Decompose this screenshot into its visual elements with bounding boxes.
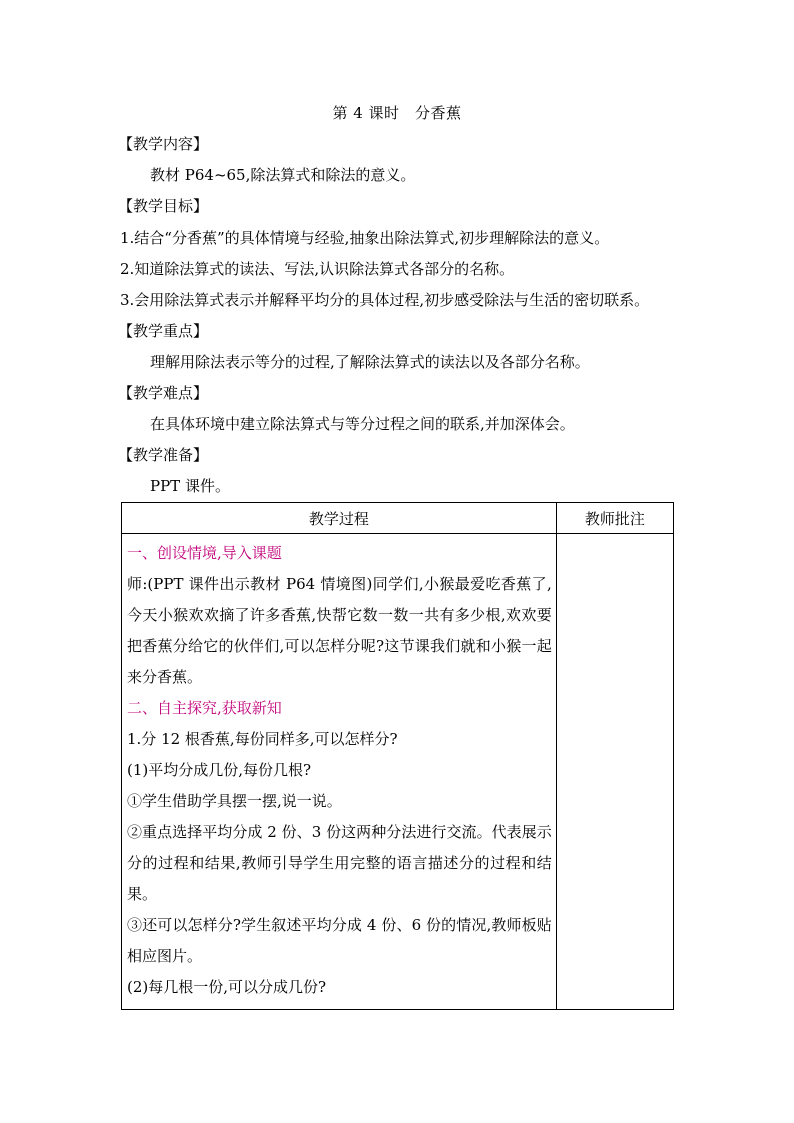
lesson-title: 第 4 课时 分香蕉 (332, 104, 462, 122)
goal-item-3: 3.会用除法算式表示并解释平均分的具体过程,初步感受除法与生活的密切联系。 (120, 291, 650, 309)
table-body-row (122, 534, 674, 1010)
prep-heading: 【教学准备】 (118, 446, 209, 464)
process-paragraph: 1.分 12 根香蕉,每份同样多,可以怎样分? (127, 730, 398, 748)
header-teacher-notes: 教师批注 (556, 503, 673, 534)
goal-item-2: 2.知道除法算式的读法、写法,认识除法算式各部分的名称。 (120, 260, 515, 278)
process-paragraph: (1)平均分成几份,每份几根? (127, 761, 312, 779)
table-header-row (122, 503, 674, 534)
notes-cell (556, 534, 673, 1010)
prep-text: PPT 课件。 (150, 477, 230, 495)
goals-heading: 【教学目标】 (118, 197, 209, 215)
goal-item-1: 1.结合“分香蕉”的具体情境与经验,抽象出除法算式,初步理解除法的意义。 (120, 229, 610, 247)
process-paragraph: ①学生借助学具摆一摆,说一说。 (127, 792, 342, 810)
process-heading-1: 一、创设情境,导入课题 (127, 544, 282, 562)
process-cell (122, 534, 557, 1010)
content-text: 教材 P64~65,除法算式和除法的意义。 (150, 166, 416, 184)
process-paragraph: 师:(PPT 课件出示教材 P64 情境图)同学们,小猴最爱吃香蕉了,今天小猴欢欢摘了许多香蕉,快帮它数一数一共有多少根,欢欢要把香蕉分给它的伙伴们,可以怎样分呢?这节课我们就和小猴一起来分香蕉。 (127, 575, 552, 686)
teaching-process-table (121, 502, 674, 1010)
difficulty-heading: 【教学难点】 (118, 384, 209, 402)
key-heading: 【教学重点】 (118, 322, 209, 340)
process-paragraph: (2)每几根一份,可以分成几份? (127, 978, 327, 996)
process-paragraph: ③还可以怎样分?学生叙述平均分成 4 份、6 份的情况,教师板贴相应图片。 (127, 916, 552, 965)
content-heading: 【教学内容】 (118, 135, 209, 153)
header-teaching-process: 教学过程 (122, 503, 557, 534)
key-text: 理解用除法表示等分的过程,了解除法算式的读法以及各部分名称。 (150, 353, 590, 371)
process-heading-2: 二、自主探究,获取新知 (127, 699, 282, 717)
process-paragraph: ②重点选择平均分成 2 份、3 份这两种分法进行交流。代表展示分的过程和结果,教师引导学生用完整的语言描述分的过程和结果。 (127, 823, 552, 903)
difficulty-text: 在具体环境中建立除法算式与等分过程之间的联系,并加深体会。 (150, 415, 575, 433)
